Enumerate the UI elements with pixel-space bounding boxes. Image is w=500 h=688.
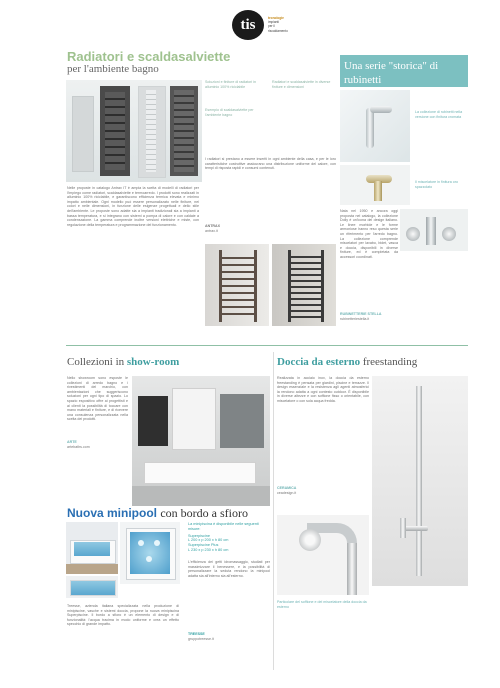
showroom-title: Collezioni in show-room — [67, 356, 180, 368]
radiatori-caption-2: Esempio di scaldasalviette per l'ambiente bagno — [205, 108, 254, 117]
rubinetti-title-2: rubinetti — [344, 74, 382, 86]
minipool-body-left: Treesse, azienda italiana specializzata nella produzione di minipiscine, vasche e sistemi doccia, propone la nuova minipiscina Superpiscine. Il bordo a sfioro è un elemento di design e di funzionalità: l'acqua tracima in modo uniforme e crea un effetto specchio di grande impatto. — [67, 604, 179, 627]
magazine-logo: tis — [232, 10, 264, 40]
radiatori-caption-1: Soluzioni e finiture di radiatori in alluminio 100% riciclabile — [205, 80, 256, 89]
rubinetti-body: Nata nel 1950 e ancora oggi proposta nel catalogo, la collezione Dolly è un'icona del design italiano. Le linee morbide e le forme armoniose hanno reso questa serie un riferimento per l'arredo bagno. La collezione comprende miscelatori per lavabo, bidet, vasca e doccia, disponibili in diverse finiture, ed è completata da accessori coordinati. — [340, 209, 398, 259]
minipool-photo-1 — [66, 522, 118, 574]
minipool-photo-2 — [120, 522, 180, 584]
radiatori-body-left: Nelle proposte in catalogo Antrax IT è ampia la scelta di modelli di radiatori per l'impiego come radiatori, scaldasalviette e termoarredo. I prodotti sono realizzati in alluminio 100% riciclabile, e garantiscono efficienza termica elevata e minimo impatto ambientale. Ogni modello può essere personalizzato nelle finiture, nei colori e nelle dimensioni, in funzione delle esigenze progettuali e dello stile dell'ambiente. Le proposte sono adatte sia a impianti tradizionali sia a impianti a bassa temperatura, e si integrano con sistemi a pompa di calore e con caldaie a condensazione. La gamma comprende inoltre versioni elettriche e miste, con regolazione della temperatura e programmazione del funzionamento. — [67, 186, 199, 227]
rubinetti-title: Una serie "storica" di — [344, 60, 439, 72]
radiatori-title: Radiatori e scaldasalviette — [67, 49, 231, 64]
column-divider — [273, 352, 274, 670]
faucet-photo-1 — [340, 90, 410, 162]
doccia-title: Doccia da esterno freestanding — [277, 356, 418, 368]
outdoor-shower-photo — [372, 376, 468, 586]
towel-warmer-photo-2 — [272, 244, 336, 326]
doccia-credit: CERAMICA ceadesign.it — [277, 486, 297, 495]
faucet-photo-2 — [340, 165, 410, 205]
showroom-body: Nello showroom sono esposte le collezioni di arredo bagno e i rivestimenti del marchio, con ambientazioni che suggeriscono soluzioni per ogni tipo di spazio. Lo spazio espositivo offre ai progettisti e ai clienti la possibilità di toccare con mano materiali e finiture, e di ricevere una consulenza personalizzata nella scelta dei prodotti. — [67, 376, 128, 422]
rubinetti-caption-2: Il miscelatore in finitura oro spazzolato — [415, 180, 458, 189]
rubinetti-body-cont — [340, 252, 468, 310]
radiatori-credit: ANTRAX antrax.it — [205, 224, 220, 233]
minipool-body-right: L'efficienza dei getti idromassaggio, studiati per massimizzare il benessere, e la possibilità di personalizzare la seduta rendono la minipool adatta sia all'interno sia all'esterno. — [188, 560, 270, 578]
minipool-specs: La minipiscina è disponibile nelle seguenti misure: Superpiscine L 200 x p 200 x h 80 cm Superpiscine Plus L 230 x p 230 x h 80 cm — [188, 522, 259, 552]
doccia-body: Realizzata in acciaio inox, la doccia da esterno freestanding è pensata per giardini, piscine e terrazze. Il design essenziale e la resistenza agli agenti atmosferici la rendono adatta a ogni contesto outdoor. È disponibile in diverse altezze e con soffione fisso o orientabile, con miscelatore o con sola acqua fredda. — [277, 376, 369, 403]
faucet-photo-3 — [400, 209, 468, 251]
showroom-credit: ARTE artebaths.com — [67, 440, 90, 449]
rubinetti-credit: RUBINETTERIE STELLA rubinetteriestella.it — [340, 312, 382, 321]
radiatori-caption-3: Radiatori e scaldasalviette in diverse finiture e dimensioni — [272, 80, 331, 89]
minipool-title: Nuova minipool con bordo a sfioro — [67, 506, 248, 520]
radiatori-body-right: I radiatori si prestano a essere inseriti in ogni ambiente della casa, e per le loro caratteristiche costruttive assicurano una distribuzione uniforme del calore, con tempi di risposta rapidi e consumi contenuti. — [205, 157, 336, 171]
logo-caption: tecnologie impianti per il riscaldamento — [268, 16, 288, 33]
minipool-credit: TREESSE gruppotreesse.it — [188, 632, 214, 641]
shower-head-photo — [277, 515, 369, 595]
section-divider — [66, 345, 468, 346]
showroom-photo — [132, 376, 270, 506]
radiatori-subtitle: per l'ambiente bagno — [67, 63, 159, 75]
towel-warmer-photo-1 — [205, 244, 269, 326]
minipool-photo-3 — [66, 576, 118, 598]
doccia-caption: Particolare del soffione e del miscelatore della doccia da esterno — [277, 600, 367, 609]
radiator-photo-group — [66, 80, 202, 182]
rubinetti-caption-1: La collezione di rubinetti nella versione con finitura cromata — [415, 110, 463, 119]
